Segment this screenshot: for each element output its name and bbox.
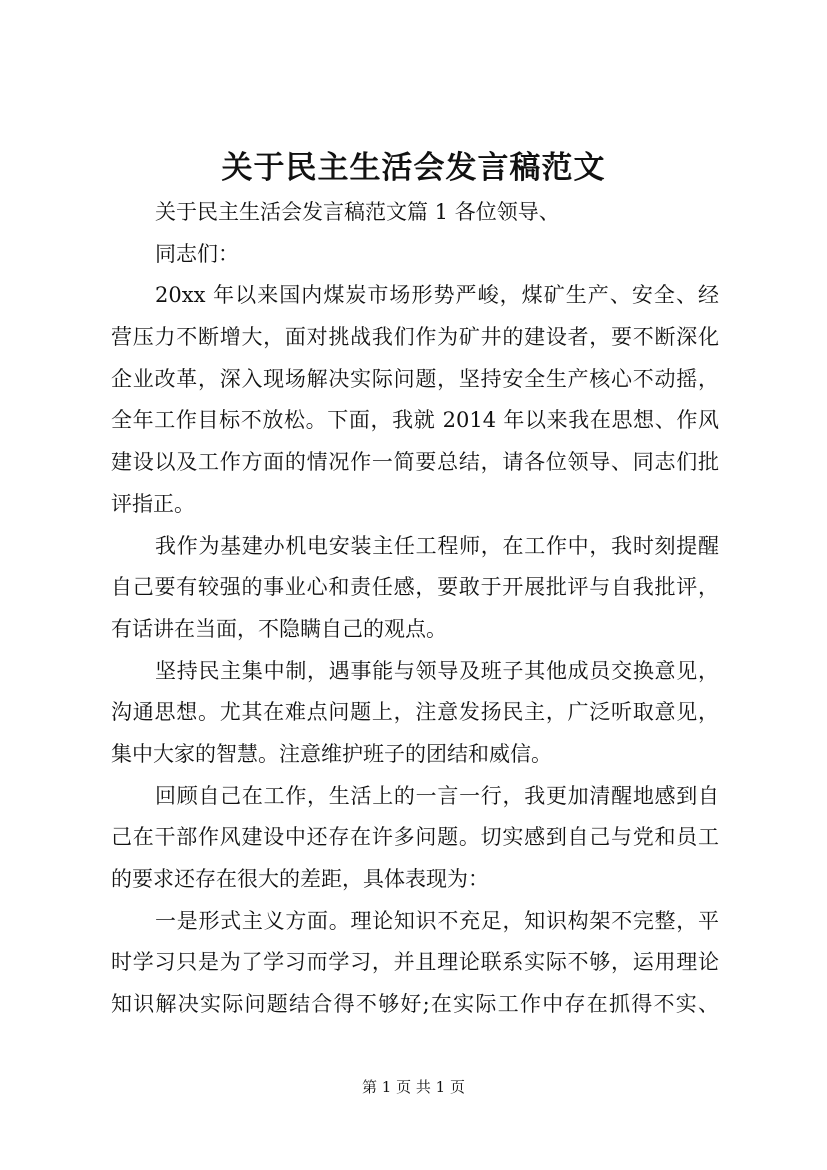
text-line: 自己要有较强的事业心和责任感，要敢于开展批评与自我批评， — [111, 575, 719, 600]
text-line: 营压力不断增大，面对挑战我们作为矿井的建设者，要不断深化 — [111, 325, 719, 350]
text-line: 同志们： — [155, 241, 239, 266]
text-line: 沟通思想。尤其在难点问题上，注意发扬民主，广泛听取意见， — [111, 700, 719, 725]
text-line: 20xx 年以来国内煤炭市场形势严峻，煤矿生产、安全、经 — [155, 283, 719, 308]
text-line: 坚持民主集中制，遇事能与领导及班子其他成员交换意见， — [155, 658, 719, 683]
text-line: 知识解决实际问题结合得不够好;在实际工作中存在抓得不实、 — [111, 992, 719, 1017]
text-line: 企业改革，深入现场解决实际问题，坚持安全生产核心不动摇， — [111, 366, 719, 391]
text-line: 关于民主生活会发言稿范文篇 1 各位领导、 — [155, 200, 560, 224]
text-line: 有话讲在当面，不隐瞒自己的观点。 — [111, 616, 447, 641]
text-line: 一是形式主义方面。理论知识不充足，知识构架不完整，平 — [155, 908, 719, 933]
text-line: 己在干部作风建设中还存在许多问题。切实感到自己与党和员工 — [111, 825, 719, 850]
text-line: 评指正。 — [111, 491, 195, 516]
page-title: 关于民主生活会发言稿范文 — [221, 150, 606, 186]
text-line: 集中大家的智慧。注意维护班子的团结和威信。 — [111, 741, 552, 766]
text-line: 建设以及工作方面的情况作一简要总结，请各位领导、同志们批 — [111, 450, 719, 475]
text-line: 回顾自己在工作，生活上的一言一行，我更加清醒地感到自 — [155, 783, 719, 808]
page-footer: 第 1 页 共 1 页 — [362, 1078, 465, 1096]
document-body — [111, 192, 719, 1026]
text-line: 的要求还存在很大的差距，具体表现为： — [111, 867, 489, 891]
text-line: 我作为基建办机电安装主任工程师，在工作中，我时刻提醒 — [155, 533, 719, 558]
text-line: 时学习只是为了学习而学习，并且理论联系实际不够，运用理论 — [111, 950, 719, 975]
text-line: 全年工作目标不放松。下面，我就 2014 年以来我在思想、作风 — [111, 408, 719, 433]
